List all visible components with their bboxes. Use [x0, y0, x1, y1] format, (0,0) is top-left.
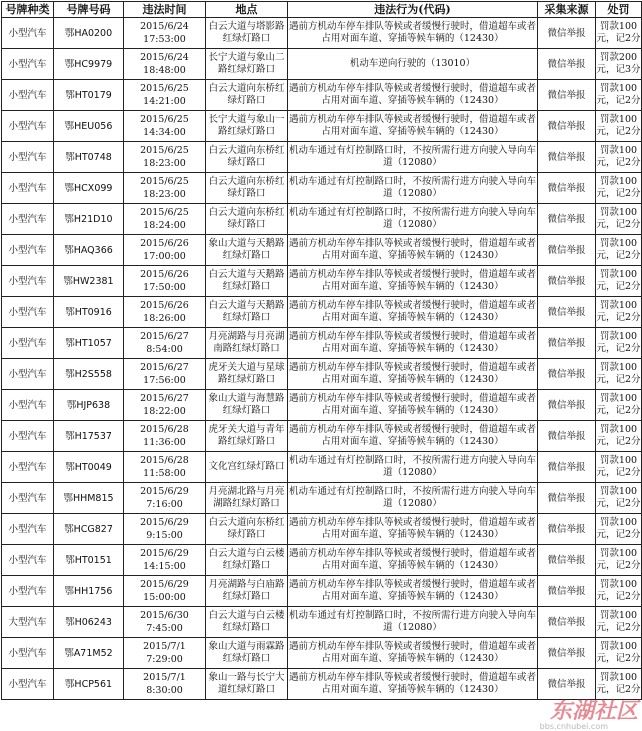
cell-violation-behavior: 遇前方机动车停车排队等候或者缓慢行驶时，借道超车或者占用对面车道、穿插等候车辆的（12430） [288, 328, 538, 359]
cell-violation-time [124, 328, 206, 359]
cell-plate-number: 鄂HA0200 [54, 18, 124, 49]
cell-location: 白云大道向东桥红绿灯路口 [206, 80, 288, 111]
cell-violation-behavior: 遇前方机动车停车排队等候或者缓慢行驶时，借道超车或者占用对面车道、穿插等候车辆的（12430） [288, 514, 538, 545]
cell-location: 月亮湖北路与月亮湖路红绿灯路口 [206, 483, 288, 514]
cell-penalty: 罚款100元，记2分 [596, 235, 642, 266]
cell-penalty: 罚款100元，记2分 [596, 669, 642, 700]
cell-source: 微信举报 [538, 266, 596, 297]
cell-plate-type: 小型汽车 [2, 390, 54, 421]
cell-source: 微信举报 [538, 452, 596, 483]
cell-penalty: 罚款100元，记2分 [596, 297, 642, 328]
cell-plate-type: 小型汽车 [2, 514, 54, 545]
cell-violation-time [124, 483, 206, 514]
violation-date: 2015/6/29 [140, 579, 189, 590]
violation-date: 2015/7/1 [143, 641, 186, 652]
cell-source: 微信举报 [538, 669, 596, 700]
cell-location: 白云大道与塔影路红绿灯路口 [206, 18, 288, 49]
violation-clock-time: 7:45:00 [146, 623, 183, 634]
violation-date: 2015/6/29 [140, 517, 189, 528]
table-row [2, 49, 642, 80]
violation-date: 2015/6/28 [140, 455, 189, 466]
cell-violation-time [124, 111, 206, 142]
violation-clock-time: 17:00:00 [143, 251, 186, 262]
cell-violation-behavior: 遇前方机动车停车排队等候或者缓慢行驶时，借道超车或者占用对面车道、穿插等候车辆的（12430） [288, 421, 538, 452]
cell-location: 白云大道与天鹅路红绿灯路口 [206, 297, 288, 328]
violation-date: 2015/6/24 [140, 21, 189, 32]
cell-plate-type: 小型汽车 [2, 80, 54, 111]
table-row [2, 483, 642, 514]
violation-date: 2015/6/25 [140, 207, 189, 218]
violation-clock-time: 17:56:00 [143, 375, 186, 386]
cell-location: 长宁大道与象山二路红绿灯路口 [206, 49, 288, 80]
cell-penalty: 罚款100元，记2分 [596, 142, 642, 173]
cell-violation-time [124, 235, 206, 266]
violation-date: 2015/6/28 [140, 424, 189, 435]
cell-violation-time [124, 452, 206, 483]
cell-violation-behavior: 遇前方机动车停车排队等候或者缓慢行驶时，借道超车或者占用对面车道、穿插等候车辆的（12430） [288, 545, 538, 576]
violation-date: 2015/6/26 [140, 269, 189, 280]
violation-date: 2015/6/25 [140, 114, 189, 125]
cell-plate-number: 鄂HAQ366 [54, 235, 124, 266]
cell-plate-number: 鄂A71M52 [54, 638, 124, 669]
cell-violation-behavior: 机动车通过有灯控制路口时，不按所需行进方向驶入导向车道（12080） [288, 483, 538, 514]
violation-clock-time: 11:58:00 [143, 468, 186, 479]
violation-date: 2015/6/29 [140, 548, 189, 559]
cell-plate-type: 小型汽车 [2, 669, 54, 700]
cell-source: 微信举报 [538, 49, 596, 80]
cell-plate-type: 小型汽车 [2, 111, 54, 142]
cell-plate-type: 小型汽车 [2, 142, 54, 173]
cell-plate-type: 小型汽车 [2, 421, 54, 452]
cell-violation-time [124, 49, 206, 80]
cell-plate-type: 小型汽车 [2, 18, 54, 49]
cell-location: 白云大道与白云楼红绿灯路口 [206, 607, 288, 638]
cell-violation-time [124, 421, 206, 452]
cell-penalty: 罚款200元，记3分 [596, 49, 642, 80]
cell-location: 月亮湖路与白庙路红绿灯路口 [206, 576, 288, 607]
cell-location: 月亮湖路与月亮湖南路红绿灯路口 [206, 328, 288, 359]
cell-penalty: 罚款100元，记2分 [596, 514, 642, 545]
table-row [2, 142, 642, 173]
cell-location: 白云大道向东桥红绿灯路口 [206, 204, 288, 235]
table-row [2, 359, 642, 390]
cell-source: 微信举报 [538, 297, 596, 328]
table-row [2, 421, 642, 452]
cell-plate-number: 鄂HT0179 [54, 80, 124, 111]
cell-violation-behavior: 遇前方机动车停车排队等候或者缓慢行驶时，借道超车或者占用对面车道、穿插等候车辆的（12430） [288, 576, 538, 607]
cell-source: 微信举报 [538, 142, 596, 173]
cell-violation-behavior: 遇前方机动车停车排队等候或者缓慢行驶时，借道超车或者占用对面车道、穿插等候车辆的（12430） [288, 18, 538, 49]
cell-penalty: 罚款100元，记2分 [596, 576, 642, 607]
cell-source: 微信举报 [538, 111, 596, 142]
cell-location: 象山一路与长宁大道红绿灯路口 [206, 669, 288, 700]
violation-clock-time: 18:23:00 [143, 158, 186, 169]
cell-source: 微信举报 [538, 514, 596, 545]
cell-violation-behavior: 遇前方机动车停车排队等候或者缓慢行驶时，借道超车或者占用对面车道、穿插等候车辆的（12430） [288, 297, 538, 328]
violation-date: 2015/6/27 [140, 393, 189, 404]
cell-penalty: 罚款100元，记2分 [596, 545, 642, 576]
cell-plate-number: 鄂HH1756 [54, 576, 124, 607]
violation-date: 2015/6/26 [140, 238, 189, 249]
cell-penalty: 罚款100元，记2分 [596, 359, 642, 390]
cell-plate-type: 小型汽车 [2, 173, 54, 204]
cell-penalty: 罚款100元，记2分 [596, 80, 642, 111]
cell-location: 象山大道与海慧路红绿灯路口 [206, 390, 288, 421]
cell-plate-number: 鄂H17537 [54, 421, 124, 452]
header-violation-behavior: 违法行为(代码) [288, 2, 538, 18]
watermark-url: bbs.cnhubei.com [539, 722, 608, 731]
table-row [2, 452, 642, 483]
cell-violation-time [124, 173, 206, 204]
violation-date: 2015/6/27 [140, 331, 189, 342]
cell-plate-type: 小型汽车 [2, 545, 54, 576]
violation-date: 2015/7/1 [143, 672, 186, 683]
violation-date: 2015/6/30 [140, 610, 189, 621]
violation-clock-time: 15:00:00 [143, 592, 186, 603]
header-location: 地点 [206, 2, 288, 18]
cell-plate-number: 鄂HC9979 [54, 49, 124, 80]
cell-violation-time [124, 18, 206, 49]
cell-violation-behavior: 遇前方机动车停车排队等候或者缓慢行驶时，借道超车或者占用对面车道、穿插等候车辆的（12430） [288, 390, 538, 421]
cell-plate-number: 鄂HT0916 [54, 297, 124, 328]
cell-violation-time [124, 204, 206, 235]
table-row [2, 669, 642, 700]
cell-violation-behavior: 遇前方机动车停车排队等候或者缓慢行驶时，借道超车或者占用对面车道、穿插等候车辆的（12430） [288, 80, 538, 111]
cell-violation-time [124, 359, 206, 390]
cell-violation-time [124, 669, 206, 700]
cell-plate-type: 小型汽车 [2, 359, 54, 390]
table-row [2, 390, 642, 421]
cell-plate-type: 小型汽车 [2, 297, 54, 328]
violation-clock-time: 14:15:00 [143, 561, 186, 572]
cell-plate-number: 鄂H2S558 [54, 359, 124, 390]
table-row [2, 266, 642, 297]
watermark-logo: 东湖社区 [549, 699, 638, 724]
header-plate-type: 号牌种类 [2, 2, 54, 18]
cell-source: 微信举报 [538, 328, 596, 359]
cell-location: 白云大道与白云楼红绿灯路口 [206, 545, 288, 576]
cell-location: 白云大道向东桥红绿灯路口 [206, 173, 288, 204]
table-body [2, 18, 642, 700]
cell-plate-number: 鄂HCG827 [54, 514, 124, 545]
cell-violation-behavior: 遇前方机动车停车排队等候或者缓慢行驶时，借道超车或者占用对面车道、穿插等候车辆的（12430） [288, 638, 538, 669]
cell-source: 微信举报 [538, 235, 596, 266]
violation-date: 2015/6/25 [140, 145, 189, 156]
cell-plate-number: 鄂HT0151 [54, 545, 124, 576]
cell-plate-number: 鄂HT0748 [54, 142, 124, 173]
cell-location: 长宁大道与象山一路红绿灯路口 [206, 111, 288, 142]
violation-clock-time: 14:21:00 [143, 96, 186, 107]
cell-plate-number: 鄂HT1057 [54, 328, 124, 359]
violation-clock-time: 18:22:00 [143, 406, 186, 417]
header-source: 采集来源 [538, 2, 596, 18]
table-row [2, 638, 642, 669]
cell-source: 微信举报 [538, 545, 596, 576]
violation-clock-time: 9:15:00 [146, 530, 183, 541]
cell-source: 微信举报 [538, 18, 596, 49]
cell-plate-number: 鄂HT0049 [54, 452, 124, 483]
cell-source: 微信举报 [538, 576, 596, 607]
cell-plate-number: 鄂HEU056 [54, 111, 124, 142]
header-penalty: 处罚 [596, 2, 642, 18]
cell-penalty: 罚款100元，记2分 [596, 266, 642, 297]
cell-plate-type: 小型汽车 [2, 49, 54, 80]
header-violation-time: 违法时间 [124, 2, 206, 18]
cell-violation-time [124, 80, 206, 111]
cell-violation-time [124, 390, 206, 421]
cell-location: 象山大道与天鹅路红绿灯路口 [206, 235, 288, 266]
cell-source: 微信举报 [538, 638, 596, 669]
table-row [2, 514, 642, 545]
cell-violation-time [124, 607, 206, 638]
cell-violation-behavior: 机动车逆向行驶的（13010） [288, 49, 538, 80]
violation-clock-time: 11:36:00 [143, 437, 186, 448]
table-row [2, 18, 642, 49]
table-row [2, 328, 642, 359]
violation-clock-time: 17:50:00 [143, 282, 186, 293]
violation-date: 2015/6/24 [140, 52, 189, 63]
table-row [2, 173, 642, 204]
cell-plate-number: 鄂HW2381 [54, 266, 124, 297]
violation-date: 2015/6/29 [140, 486, 189, 497]
cell-violation-time [124, 142, 206, 173]
violation-table [1, 1, 642, 700]
violation-clock-time: 18:26:00 [143, 313, 186, 324]
cell-penalty: 罚款100元，记2分 [596, 421, 642, 452]
cell-penalty: 罚款100元，记2分 [596, 111, 642, 142]
cell-violation-behavior: 机动车通过有灯控制路口时，不按所需行进方向驶入导向车道（12080） [288, 452, 538, 483]
cell-plate-type: 小型汽车 [2, 204, 54, 235]
cell-violation-time [124, 638, 206, 669]
cell-violation-behavior: 机动车通过有灯控制路口时，不按所需行进方向驶入导向车道（12080） [288, 607, 538, 638]
cell-violation-behavior: 遇前方机动车停车排队等候或者缓慢行驶时，借道超车或者占用对面车道、穿插等候车辆的（12430） [288, 266, 538, 297]
cell-penalty: 罚款100元，记2分 [596, 638, 642, 669]
cell-plate-number: 鄂HJP638 [54, 390, 124, 421]
cell-violation-behavior: 机动车通过有灯控制路口时，不按所需行进方向驶入导向车道（12080） [288, 204, 538, 235]
table-row [2, 576, 642, 607]
violation-clock-time: 14:34:00 [143, 127, 186, 138]
table-row [2, 204, 642, 235]
table-row [2, 297, 642, 328]
cell-violation-behavior: 遇前方机动车停车排队等候或者缓慢行驶时，借道超车或者占用对面车道、穿插等候车辆的（12430） [288, 359, 538, 390]
violation-date: 2015/6/27 [140, 362, 189, 373]
violation-clock-time: 18:48:00 [143, 65, 186, 76]
cell-violation-behavior: 遇前方机动车停车排队等候或者缓慢行驶时，借道超车或者占用对面车道、穿插等候车辆的（12430） [288, 111, 538, 142]
cell-location: 虎牙关大道与青年路红绿灯路口 [206, 421, 288, 452]
cell-plate-type: 小型汽车 [2, 452, 54, 483]
table-header-row [2, 2, 642, 18]
cell-violation-behavior: 遇前方机动车停车排队等候或者缓慢行驶时，借道超车或者占用对面车道、穿插等候车辆的（12430） [288, 235, 538, 266]
cell-location: 虎牙关大道与星球路红绿灯路口 [206, 359, 288, 390]
cell-violation-time [124, 514, 206, 545]
violation-clock-time: 7:29:00 [146, 654, 183, 665]
cell-source: 微信举报 [538, 80, 596, 111]
cell-source: 微信举报 [538, 390, 596, 421]
cell-location: 象山大道与雨霖路红绿灯路口 [206, 638, 288, 669]
cell-location: 文化宫红绿灯路口 [206, 452, 288, 483]
cell-violation-behavior: 遇前方机动车停车排队等候或者缓慢行驶时，借道超车或者占用对面车道、穿插等候车辆的（12430） [288, 669, 538, 700]
violation-clock-time: 18:23:00 [143, 189, 186, 200]
table-row [2, 111, 642, 142]
cell-penalty: 罚款100元，记2分 [596, 452, 642, 483]
violation-clock-time: 7:16:00 [146, 499, 183, 510]
cell-plate-number: 鄂H21D10 [54, 204, 124, 235]
cell-penalty: 罚款100元，记2分 [596, 483, 642, 514]
violation-date: 2015/6/25 [140, 83, 189, 94]
cell-violation-time [124, 545, 206, 576]
cell-plate-number: 鄂H06243 [54, 607, 124, 638]
cell-plate-type: 小型汽车 [2, 235, 54, 266]
violation-date: 2015/6/26 [140, 300, 189, 311]
header-plate-number: 号牌号码 [54, 2, 124, 18]
table-row [2, 545, 642, 576]
table-row [2, 80, 642, 111]
cell-plate-type: 小型汽车 [2, 483, 54, 514]
cell-source: 微信举报 [538, 607, 596, 638]
cell-location: 白云大道向东桥红绿灯路口 [206, 142, 288, 173]
cell-penalty: 罚款100元，记2分 [596, 204, 642, 235]
cell-plate-number: 鄂HHM815 [54, 483, 124, 514]
table-row [2, 607, 642, 638]
cell-violation-behavior: 机动车通过有灯控制路口时，不按所需行进方向驶入导向车道（12080） [288, 173, 538, 204]
cell-penalty: 罚款100元，记2分 [596, 328, 642, 359]
cell-plate-number: 鄂HCP561 [54, 669, 124, 700]
cell-penalty: 罚款100元，记2分 [596, 173, 642, 204]
cell-source: 微信举报 [538, 173, 596, 204]
violation-clock-time: 18:24:00 [143, 220, 186, 231]
cell-plate-type: 小型汽车 [2, 266, 54, 297]
cell-violation-time [124, 297, 206, 328]
cell-plate-type: 小型汽车 [2, 576, 54, 607]
table-row [2, 235, 642, 266]
violation-clock-time: 8:54:00 [146, 344, 183, 355]
cell-violation-time [124, 266, 206, 297]
violation-clock-time: 17:53:00 [143, 34, 186, 45]
cell-source: 微信举报 [538, 483, 596, 514]
violation-clock-time: 8:30:00 [146, 685, 183, 696]
cell-penalty: 罚款100元，记2分 [596, 18, 642, 49]
cell-plate-type: 大型汽车 [2, 607, 54, 638]
cell-source: 微信举报 [538, 204, 596, 235]
cell-violation-time [124, 576, 206, 607]
violation-date: 2015/6/25 [140, 176, 189, 187]
cell-penalty: 罚款100元，记2分 [596, 607, 642, 638]
cell-plate-type: 小型汽车 [2, 328, 54, 359]
cell-plate-number: 鄂HCX099 [54, 173, 124, 204]
cell-location: 白云大道向东桥红绿灯路口 [206, 514, 288, 545]
cell-violation-behavior: 机动车通过有灯控制路口时，不按所需行进方向驶入导向车道（12080） [288, 142, 538, 173]
cell-source: 微信举报 [538, 359, 596, 390]
cell-location: 白云大道与天鹅路红绿灯路口 [206, 266, 288, 297]
cell-plate-type: 小型汽车 [2, 638, 54, 669]
cell-source: 微信举报 [538, 421, 596, 452]
cell-penalty: 罚款100元，记2分 [596, 390, 642, 421]
